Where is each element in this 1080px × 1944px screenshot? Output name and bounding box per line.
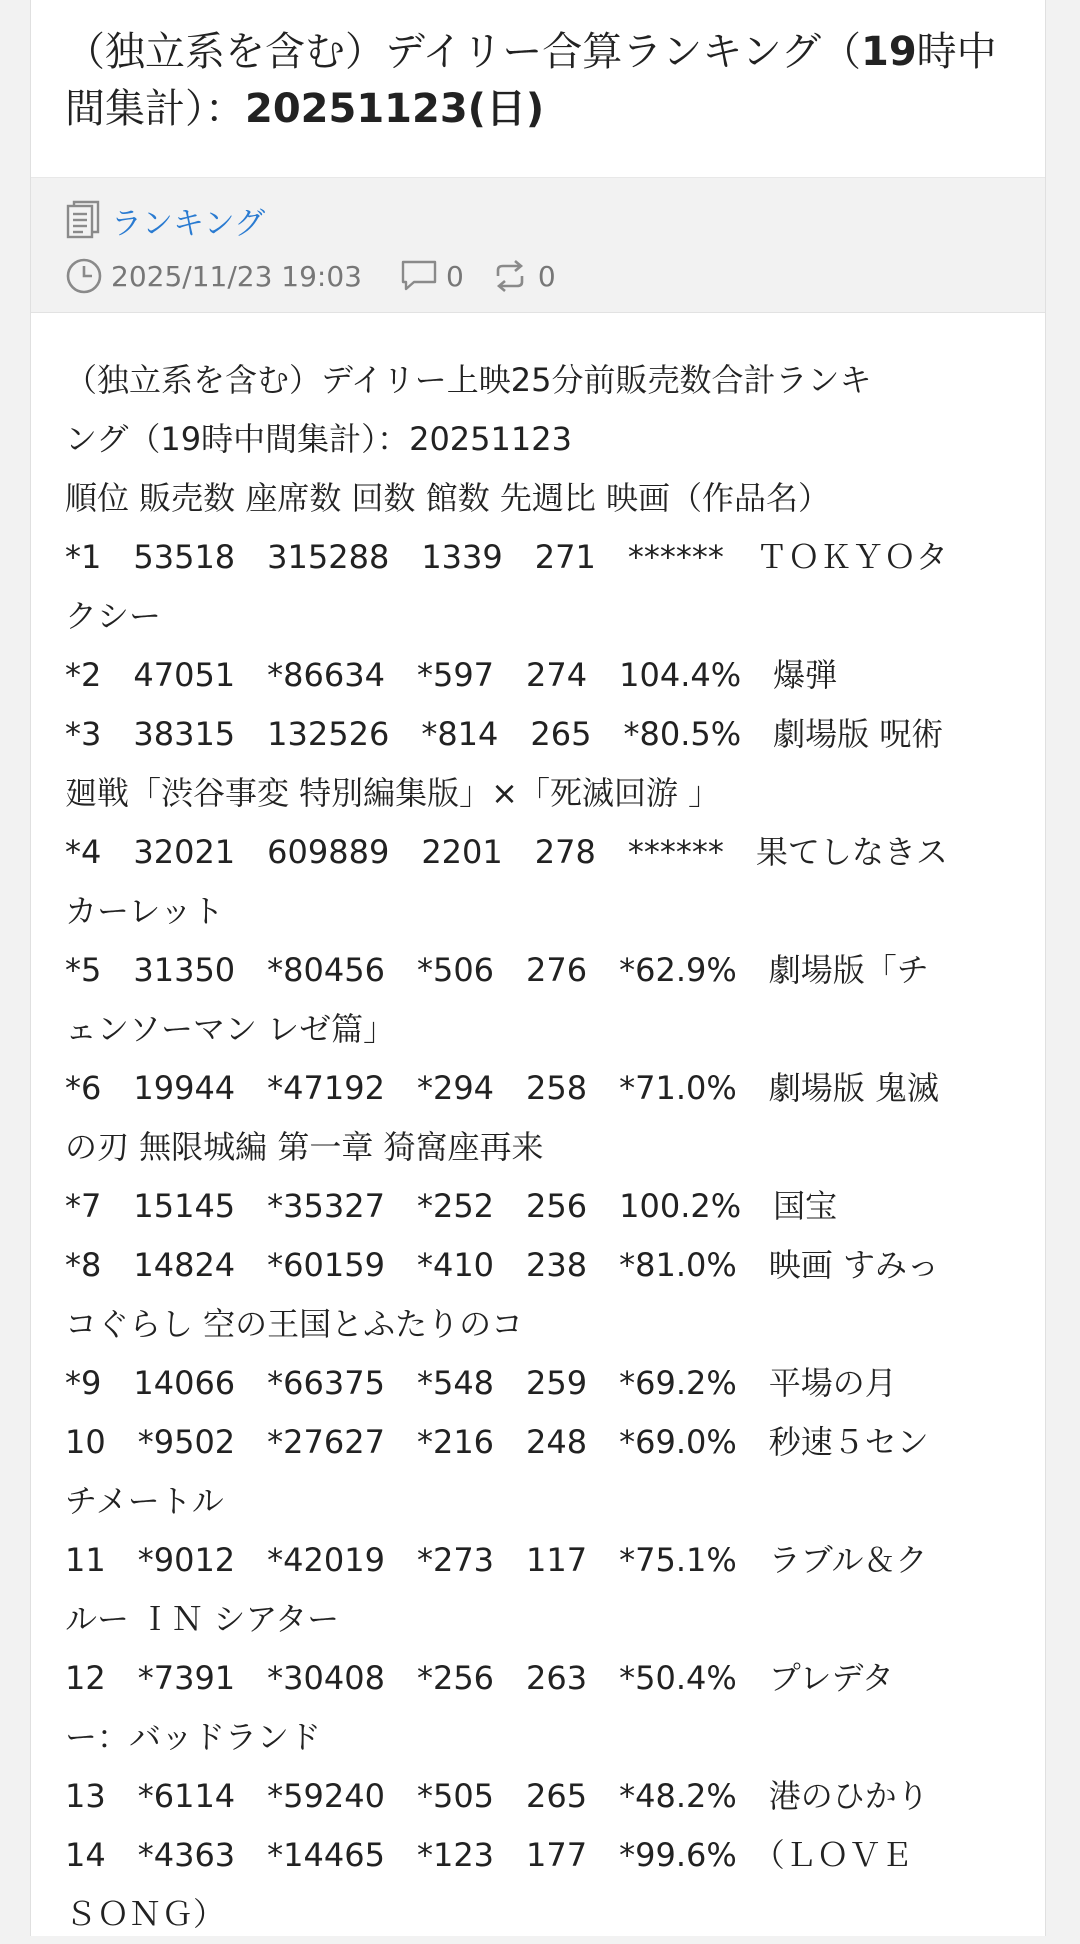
ranking-line: *2 47051 *86634 *597 274 104.4% 爆弾 [65, 656, 838, 694]
title-prefix: （独立系を含む）デイリー合算ランキング（ [65, 29, 861, 75]
body-line: ング（19時中間集計）：20251123 [65, 420, 572, 458]
ranking-line: *3 38315 132526 *814 265 *80.5% 劇場版 呪術 [65, 715, 944, 753]
ranking-line: *5 31350 *80456 *506 276 *62.9% 劇場版「チ [65, 951, 929, 989]
reblog-icon[interactable] [490, 259, 530, 293]
post-datetime: 2025/11/23 19:03 [111, 259, 362, 293]
ranking-line: クシー [65, 597, 162, 635]
ranking-line: ェンソーマン レゼ篇」 [65, 1010, 396, 1048]
info-row [65, 256, 556, 296]
ranking-line: カーレット [65, 892, 225, 930]
ranking-line: ー：バッドランド [65, 1718, 322, 1756]
category-row [65, 200, 265, 240]
ranking-line: チメートル [65, 1482, 224, 1520]
title-mid: 時中間集計）： [65, 29, 997, 132]
comment-icon[interactable] [400, 259, 438, 293]
ranking-line: *9 14066 *66375 *548 259 *69.2% 平場の月 [65, 1364, 897, 1402]
ranking-line: *4 32021 609889 2201 278 ****** 果てしなきス [65, 833, 948, 871]
ranking-line: *8 14824 *60159 *410 238 *81.0% 映画 すみっ [65, 1246, 939, 1284]
ranking-line: 12 *7391 *30408 *256 263 *50.4% プレデタ [65, 1659, 894, 1697]
article-card [30, 0, 1046, 1936]
title-hour: 19 [861, 29, 917, 75]
table-header-line: 順位 販売数 座席数 回数 館数 先週比 映画（作品名） [65, 479, 831, 517]
ranking-line: の刃 無限城編 第一章 猗窩座再来 [65, 1128, 544, 1166]
document-icon [65, 200, 101, 240]
body-line: （独立系を含む）デイリー上映25分前販売数合計ランキ [65, 361, 872, 399]
comment-count[interactable]: 0 [445, 259, 464, 293]
category-link[interactable]: ランキング [111, 205, 266, 242]
ranking-line: 10 *9502 *27627 *216 248 *69.0% 秒速５セン [65, 1423, 929, 1461]
ranking-line: 13 *6114 *59240 *505 265 *48.2% 港のひかり [65, 1777, 929, 1815]
article-meta [31, 177, 1045, 313]
ranking-line: *7 15145 *35327 *252 256 100.2% 国宝 [65, 1187, 838, 1225]
ranking-line: 14 *4363 *14465 *123 177 *99.6% （ＬＯＶＥ [65, 1836, 913, 1874]
clock-icon [65, 257, 103, 295]
ranking-line: 11 *9012 *42019 *273 117 *75.1% ラブル＆ク [65, 1541, 928, 1579]
article-title [65, 24, 1025, 138]
title-date: 20251123(日) [245, 86, 545, 132]
ranking-line: コぐらし 空の王国とふたりのコ [65, 1305, 524, 1343]
ranking-line: *6 19944 *47192 *294 258 *71.0% 劇場版 鬼滅 [65, 1069, 939, 1107]
article-body [65, 351, 1045, 1944]
ranking-line: *1 53518 315288 1339 271 ****** ＴＯＫＹＯタ [65, 538, 948, 576]
ranking-line: ＳＯＮＧ） [65, 1895, 226, 1933]
reblog-count[interactable]: 0 [537, 259, 556, 293]
ranking-line: 廻戦「渋谷事変 特別編集版」×「死滅回游 」 [65, 774, 721, 812]
ranking-line: ルー ＩＮ シアター [65, 1600, 340, 1638]
